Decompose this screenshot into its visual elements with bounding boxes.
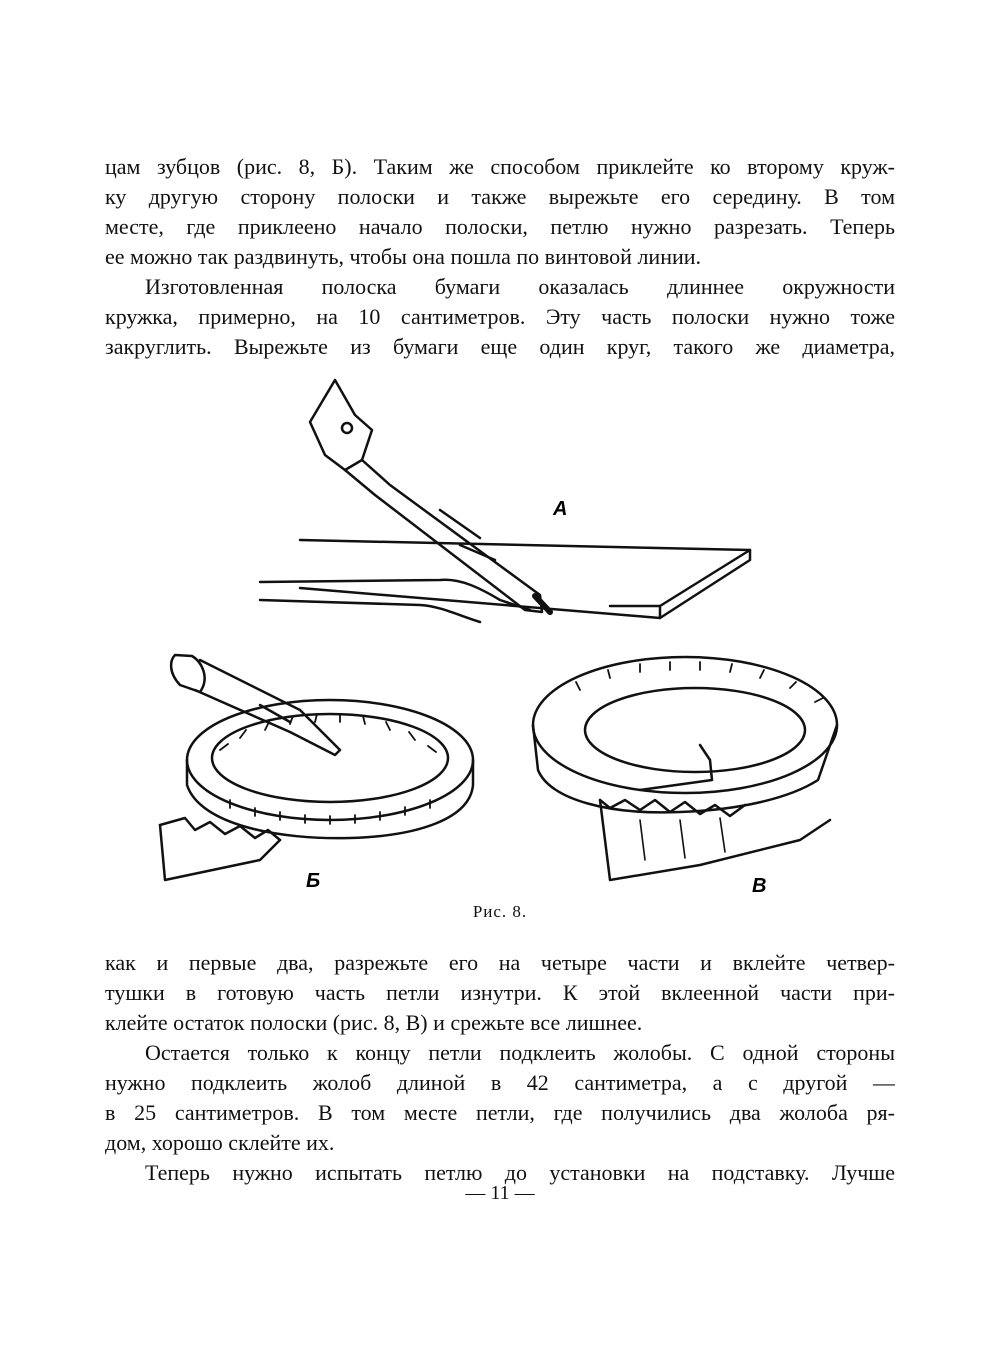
paragraph-bottom (105, 948, 895, 1188)
text-line: кружка, примерно, на 10 сантиметров. Эту часть полоски нужно тоже (105, 304, 895, 329)
text-line: ее можно так раздвинуть, чтобы она пошла по винтовой линии. (105, 244, 702, 269)
text-line: дом, хорошо склейте их. (105, 1130, 335, 1155)
drawing-b (160, 655, 473, 880)
paragraph-top (105, 152, 895, 362)
text-line: цам зубцов (рис. 8, Б). Таким же способом приклейте ко второму круж- (105, 154, 895, 179)
text-line: тушки в готовую часть петли изнутри. К этой вклеенной части при- (105, 980, 895, 1005)
page-number: — 11 — (465, 1182, 535, 1204)
text-line: ку другую сторону полоски и также вырежьте его середину. В том (105, 184, 895, 209)
text-line: Теперь нужно испытать петлю до установки на подставку. Лучше (145, 1160, 895, 1185)
text-line: Изготовленная полоска бумаги оказалась длиннее окружности (145, 274, 895, 299)
text-line: нужно подклеить жолоб длиной в 42 сантиметра, а с другой — (105, 1070, 895, 1095)
text-line: клейте остаток полоски (рис. 8, В) и срежьте все лишнее. (105, 1010, 643, 1035)
drawing-a (260, 380, 750, 622)
label-a: А (553, 498, 568, 520)
text-line: как и первые два, разрежьте его на четыре части и вклейте четвер- (105, 950, 895, 975)
text-line: закруглить. Вырежьте из бумаги еще один круг, такого же диаметра, (105, 334, 895, 359)
text-line: в 25 сантиметров. В том месте петли, где получились два жолоба ря- (105, 1100, 895, 1125)
figure-caption: Рис. 8. (472, 902, 528, 921)
figure-illustration (140, 360, 860, 900)
label-b: Б (306, 870, 321, 892)
figure-8 (140, 360, 860, 900)
drawing-v (533, 657, 837, 880)
label-v: В (752, 875, 767, 897)
text-line: Остается только к концу петли подклеить жолобы. С одной стороны (145, 1040, 895, 1065)
text-line: месте, где приклеено начало полоски, петлю нужно разрезать. Теперь (105, 214, 895, 239)
